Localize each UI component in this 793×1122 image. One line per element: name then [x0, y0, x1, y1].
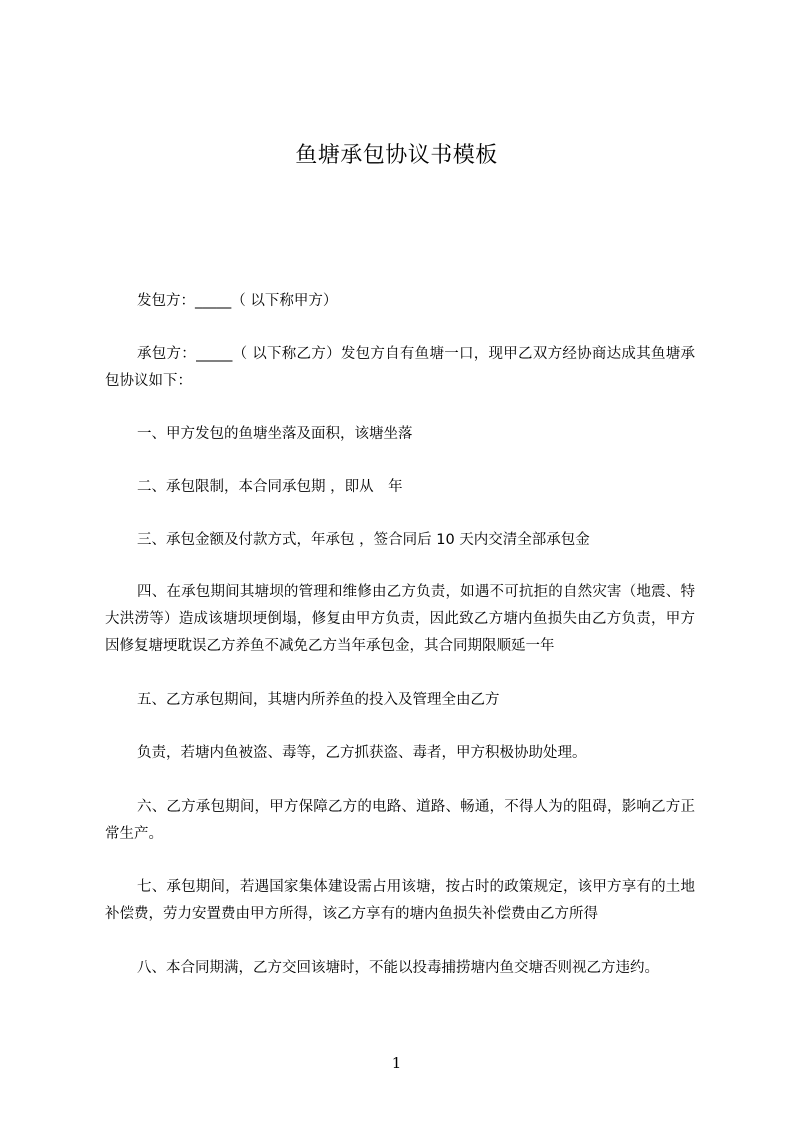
paragraph-clause-5-continued: 负责，若塘内鱼被盗、毒等，乙方抓获盗、毒者，甲方积极协助处理。	[137, 745, 587, 761]
paragraph-clause-8: 八、本合同期满，乙方交回该塘时，不能以投毒捕捞塘内鱼交塘否则视乙方违约。	[137, 960, 659, 976]
paragraph-clause-2: 二、承包限制，本合同承包期 ，即从 年	[137, 479, 403, 495]
paragraph-clause-1: 一、甲方发包的鱼塘坐落及面积，该塘坐落	[137, 426, 413, 442]
paragraph-contractor: 承包方：_____（ 以下称乙方）发包方自有鱼塘一口，现甲乙双方经协商达成其鱼塘承包协议如下：	[105, 346, 695, 389]
paragraph-clause-7: 七、承包期间，若遇国家集体建设需占用该塘，按占时的政策规定，该甲方享有的土地补偿费，劳力安置费由甲方所得，该乙方享有的塘内鱼损失补偿费由乙方所得	[105, 879, 695, 922]
document-title: 鱼塘承包协议书模板	[295, 143, 498, 168]
paragraph-clause-5: 五、乙方承包期间，其塘内所养鱼的投入及管理全由乙方	[137, 692, 500, 708]
paragraph-clause-6: 六、乙方承包期间，甲方保障乙方的电路、道路、畅通，不得人为的阻碍，影响乙方正常生产。	[105, 799, 695, 842]
paragraph-clause-3: 三、承包金额及付款方式，年承包 ，签合同后 10 天内交清全部承包金	[137, 532, 590, 548]
page-number: 1	[391, 1054, 402, 1072]
paragraph-issuer: 发包方：_____（ 以下称甲方）	[137, 293, 338, 309]
paragraph-clause-4: 四、在承包期间其塘坝的管理和维修由乙方负责，如遇不可抗拒的自然灾害（地震、特大洪涝等）造成该塘坝埂倒塌，修复由甲方负责，因此致乙方塘内鱼损失由乙方负责，甲方因修复塘埂耽误乙方养鱼不减免乙方当年承包金，其合同期限顺延一年	[105, 584, 695, 654]
